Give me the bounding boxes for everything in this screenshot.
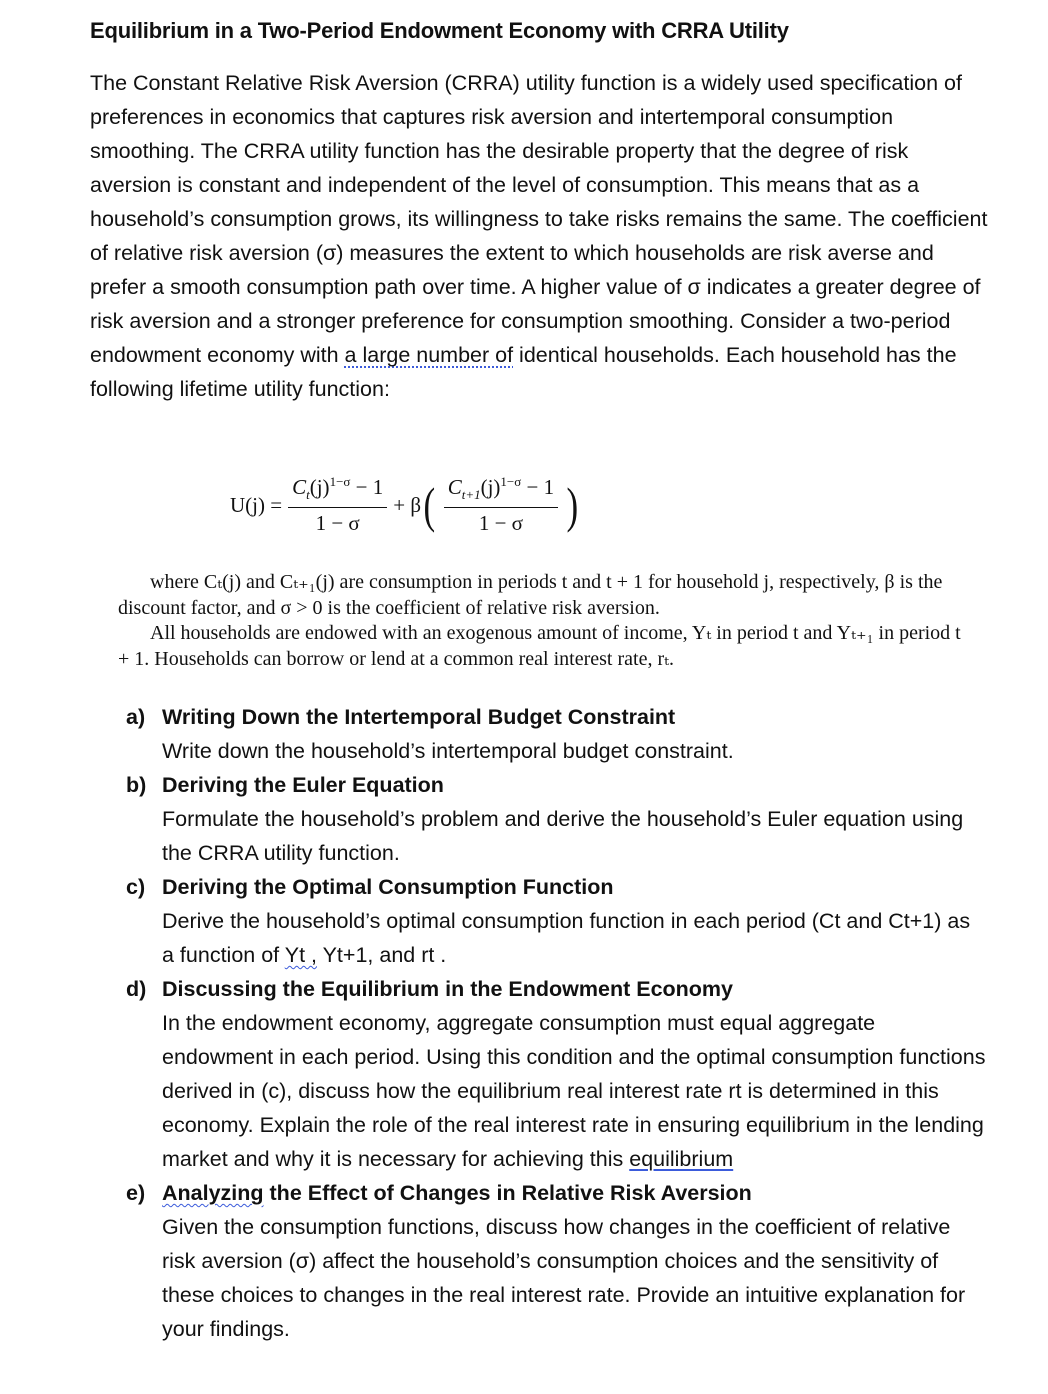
question-list (126, 700, 986, 1346)
fraction-numerator: $C_t(j)^{1-\sigma} - 1$ (288, 474, 387, 507)
question-title: Analyzing the Effect of Changes in Relative Risk Aversion (162, 1181, 752, 1205)
question-body: Formulate the household’s problem and derive the household’s Euler equation using the CRRA utility function. (162, 807, 964, 865)
question-body: Write down the household’s intertemporal budget constraint. (162, 739, 734, 763)
question-b (126, 768, 986, 870)
spellcheck-marked-word[interactable]: Yt , (284, 943, 317, 967)
first-period-fraction (288, 474, 387, 535)
intro-paragraph (90, 66, 995, 406)
definitions-paragraph: where Cₜ(j) and Cₜ₊₁(j) are consumption in periods t and t + 1 for household j, respectively, β is the discount factor, and σ > 0 is the coefficient of relative risk aversion. (118, 571, 943, 619)
question-letter: a) (126, 705, 146, 729)
question-letter: b) (126, 773, 147, 797)
utility-equation (230, 470, 581, 540)
question-body: Derive the household’s optimal consumption function in each period (Ct and Ct+1) as a function of Yt , Yt+1, and rt . (162, 909, 971, 967)
intro-text-end: identical households. Each household has the following lifetime utility function: (90, 343, 957, 401)
document-title: Equilibrium in a Two-Period Endowment Economy with CRRA Utility (90, 18, 789, 43)
variable-definitions (118, 570, 963, 672)
left-paren: ( (423, 477, 436, 533)
spellcheck-marked-word[interactable]: Analyzing (162, 1181, 264, 1205)
question-letter: e) (126, 1181, 146, 1205)
question-title: Writing Down the Intertemporal Budget Constraint (162, 705, 676, 729)
question-body: Given the consumption functions, discuss how changes in the coefficient of relative risk aversion (σ) affect the household’s consumption choices and the sensitivity of these choices to changes in the real interest rate. Provide an intuitive explanation for your findings. (162, 1215, 966, 1341)
question-e (126, 1176, 986, 1346)
question-title: Discussing the Equilibrium in the Endowment Economy (162, 977, 733, 1001)
question-d (126, 972, 986, 1176)
question-c (126, 870, 986, 972)
grammar-marked-phrase[interactable]: a large number of (344, 343, 514, 367)
question-title: Deriving the Optimal Consumption Function (162, 875, 614, 899)
question-a (126, 700, 986, 768)
second-period-fraction (444, 474, 558, 535)
question-body: In the endowment economy, aggregate consumption must equal aggregate endowment in each period. Using this condition and the optimal consumption functions derived in (c), discuss how the equilibrium real interest rate rt is determined in this economy. Explain the role of the real interest rate in ensuring equilibrium in the lending market and why it is necessary for achieving this equilibrium (162, 1011, 986, 1171)
grammar-marked-word[interactable]: equilibrium (629, 1147, 734, 1171)
fraction-denominator: 1 − σ (478, 510, 523, 535)
fraction-denominator: 1 − σ (315, 510, 360, 535)
intro-text: The Constant Relative Risk Aversion (CRRA) utility function is a widely used specification of preferences in economics that captures risk aversion and intertemporal consumption smoothing. The CRRA utility function has the desirable property that the degree of risk aversion is constant and independent of the level of consumption. This means that as a household’s consumption grows, its willingness to take risks remains the same. The coefficient of relative risk aversion (σ) measures the extent to which households are risk averse and prefer a smooth consumption path over time. A higher value of σ indicates a greater degree of risk aversion and a stronger preference for consumption smoothing. Consider a two-period endowment economy with (90, 71, 988, 367)
right-paren: ) (566, 477, 579, 533)
question-letter: d) (126, 977, 147, 1001)
equation-lhs: U(j) = (230, 492, 283, 517)
fraction-numerator: $C_{t+1}(j)^{1-\sigma} - 1$ (444, 474, 558, 507)
discount-term: + β (393, 492, 422, 517)
endowment-paragraph: All households are endowed with an exogenous amount of income, Yₜ in period t and Yₜ₊₁ in period t + 1. Households can borrow or lend at a common real interest rate, rₜ. (118, 622, 961, 670)
question-letter: c) (126, 875, 146, 899)
question-title: Deriving the Euler Equation (162, 773, 444, 797)
